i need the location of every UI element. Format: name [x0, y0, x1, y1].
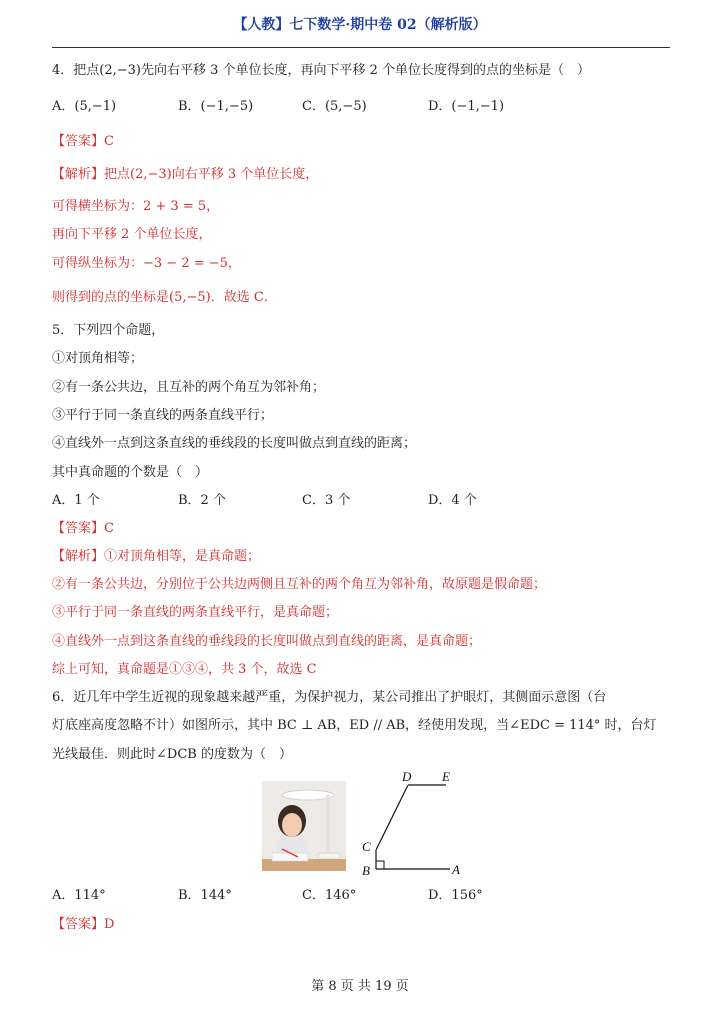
q6-stem-line-1: 6．近几年中学生近视的现象越来越严重，为保护视力，某公司推出了护眼灯，其侧面示意图（台: [52, 690, 607, 705]
label-d: D: [402, 769, 412, 784]
q6-answer: 【答案】D: [52, 917, 115, 932]
lamp-photo: [262, 781, 346, 871]
q6-option-b: B．144°: [178, 888, 232, 903]
q4-analysis-line-1: 【解析】把点(2,−3)向右平移 3 个单位长度，: [52, 167, 319, 182]
q4-option-b: B．(−1,−5): [178, 99, 254, 114]
q5-analysis-line-3: ③平行于同一条直线的两条直线平行，是真命题；: [52, 605, 339, 620]
q5-option-a: A．1 个: [52, 493, 100, 508]
q5-analysis-line-4: ④直线外一点到这条直线的垂线段的长度叫做点到直线的距离，是真命题；: [52, 634, 482, 649]
q5-item-1: ①对顶角相等；: [52, 351, 144, 366]
q5-stem: 5．下列四个命题，: [52, 323, 165, 338]
label-e: E: [442, 769, 450, 784]
page-header-title: 【人教】七下数学·期中卷 02（解析版）: [233, 17, 487, 33]
segment-cd: [376, 785, 408, 850]
q6-option-a: A．114°: [52, 888, 106, 903]
q5-analysis-line-2: ②有一条公共边，分别位于公共边两侧且互补的两个角互为邻补角，故原题是假命题；: [52, 577, 547, 592]
q5-option-b: B．2 个: [178, 493, 226, 508]
q6-option-d: D．156°: [428, 888, 483, 903]
right-angle-mark: [376, 861, 384, 869]
q5-question: 其中真命题的个数是（ ）: [52, 465, 209, 480]
q5-item-3: ③平行于同一条直线的两条直线平行；: [52, 408, 274, 423]
q4-stem: 4．把点(2,−3)先向右平移 3 个单位长度，再向下平移 2 个单位长度得到的点的坐标是（ ）: [52, 63, 591, 78]
q5-analysis-line-1: 【解析】①对顶角相等，是真命题；: [52, 549, 261, 564]
q5-answer: 【答案】C: [52, 521, 114, 536]
q5-analysis-line-5: 综上可知，真命题是①③④，共 3 个，故选 C: [52, 662, 317, 677]
q6-stem-line-2: 灯底座高度忽略不计）如图所示，其中 BC ⊥ AB，ED // AB，经使用发现，当∠EDC = 114° 时，台灯: [52, 718, 657, 733]
q5-option-c: C．3 个: [302, 493, 351, 508]
q6-stem-line-3: 光线最佳．则此时∠DCB 的度数为（ ）: [52, 747, 292, 762]
q4-analysis-line-2: 可得横坐标为：2 + 3 = 5，: [52, 199, 220, 214]
page-footer: 第 8 页 共 19 页: [311, 979, 409, 994]
label-a: A: [452, 862, 460, 877]
q6-option-c: C．146°: [302, 888, 357, 903]
q4-option-d: D．(−1,−1): [428, 99, 505, 114]
q5-item-2: ②有一条公共边，且互补的两个角互为邻补角；: [52, 380, 326, 395]
label-b: B: [362, 863, 370, 878]
q5-item-4: ④直线外一点到这条直线的垂线段的长度叫做点到直线的距离；: [52, 436, 417, 451]
label-c: C: [362, 839, 371, 854]
q4-analysis-line-5: 则得到的点的坐标是(5,−5)．故选 C．: [52, 290, 277, 305]
q5-option-d: D．4 个: [428, 493, 477, 508]
header-divider: [52, 47, 670, 48]
q4-option-c: C．(5,−5): [302, 99, 367, 114]
q4-analysis-line-4: 可得纵坐标为：−3 − 2 = −5，: [52, 256, 241, 271]
geometry-figure: [354, 768, 474, 880]
q4-option-a: A．(5,−1): [52, 99, 117, 114]
q4-answer: 【答案】C: [52, 134, 114, 149]
q4-analysis-line-3: 再向下平移 2 个单位长度，: [52, 227, 212, 242]
